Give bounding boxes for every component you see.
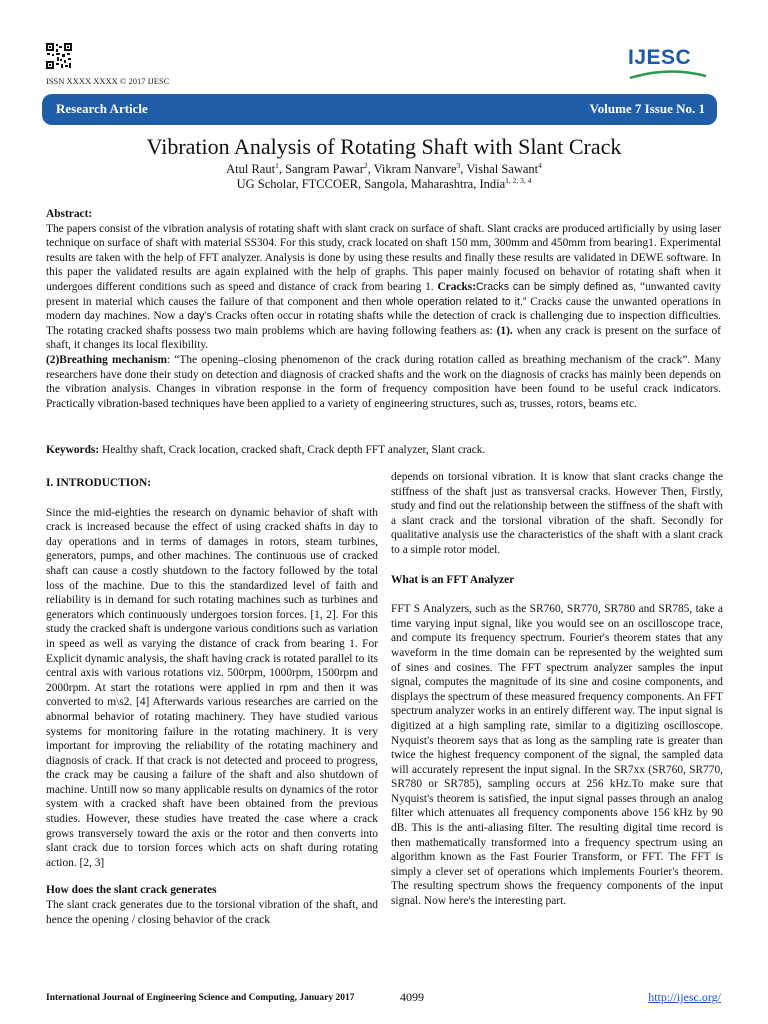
abstract-text: : “The opening–closing phenomenon of the crack during rotation called as breathing mechanism of the crack”. Many researchers have done their study on detection and diagnosis of cracked shafts and the work on the diagnosis of cracks has mainly been depends on the vibration analysis. Changes in vibration response in the form of frequency composition have been found to be useful crack indicators. Practically vibration-based techniques have been applied to a variety of engineering structures, such as, trusses, rotors, beams etc.: [46, 353, 721, 410]
author-sup: 1: [275, 161, 279, 170]
footer-journal: International Journal of Engineering Science and Computing, January 2017: [46, 993, 355, 1003]
author-name: Atul Raut: [226, 162, 276, 177]
author-sup: 3: [456, 161, 461, 170]
issn-line: ISSN XXXX XXXX © 2017 IJESC: [46, 76, 170, 86]
body-paragraph: Since the mid-eighties the research on dynamic behavior of shaft with crack is increased because the effect of using cracked shafts in day to day operations and in terms of damages in rotors, steam turbines, generators, pumps, and other machines. The continuous use of cracked shaft can cause a costly shutdown to the factory followed by the total loss of the machine. Due to this the standardized level of faith and reliability is in demand for such rotating machines such as turbines and generators which continuously undergoes torsion forces. [1, 2]. For this study the cracked shaft is undergone various conditions such as variation in speed as well as varying the distance of crack from bearing 1. For Explicit dynamic analysis, the shaft having crack is rotated parallel to its central axis with various rotations viz. 500rpm, 1000rpm, 1500rpm and 2000rpm. At start the rotations were applied in rpm and then it was converted to m\s2. [4] Afterwards various researches are carried on the abnormal behavior of rotating machinery. They have studied various systems for monitoring failure in the rotating machinery. It is very important for improving the reliability of the rotating machinery and diagnosis of crack. If that crack is not detected and proceed to progress, the crack may be causing a failure of the shaft and also shutdown of machine. Untill now so many applicable results on dynamics of the rotor system with a cracked shaft have been obtained from the previous studies. However, these studies have treated the case where a crack grows transversely toward the axis or the rotor and then converts into slant crack due to torsion forces which acts on shaft during rotating action. [2, 3]: [46, 506, 378, 869]
abstract-text: when any crack is present on the surface of shaft, it changes its local flexibility.: [46, 324, 721, 352]
item-label: (2)Breathing mechanism: [46, 353, 168, 366]
affiliation-sup: 1, 2, 3, 4: [505, 176, 532, 185]
abstract-text: Cracks cause the unwanted operations in modern day machines. Now a: [46, 295, 721, 323]
cracks-definition: Cracks can be simply defined as,: [476, 280, 637, 293]
paper-title: Vibration Analysis of Rotating Shaft with Slant Crack: [146, 134, 622, 159]
abstract-text: whole operation related to it.”: [385, 295, 527, 308]
journal-link[interactable]: http://ijesc.org/: [648, 990, 721, 1004]
author-sup: 4: [538, 161, 542, 170]
abstract-text: day’s: [187, 310, 212, 323]
logo-swoosh-icon: [628, 68, 708, 82]
article-type: Research Article: [56, 101, 148, 116]
volume-issue: Volume 7 Issue No. 1: [589, 101, 705, 116]
body-paragraph: depends on torsional vibration. It is know that slant cracks change the stiffness of the shaft just as transversal cracks. However Then, Firstly, study and find out the relationship between the stiffness of the shaft with a slant crack and the torsional vibration of the shaft. Secondly for qualitative analysis use the characteristics of the shaft with a slant crack to a simple rotor model.: [391, 471, 723, 556]
author-name: Sangram Pawar: [285, 162, 364, 177]
keywords-text: Healthy shaft, Crack location, cracked shaft, Crack depth FFT analyzer, Slant crack.: [102, 444, 486, 456]
logo-text: IJESC: [628, 46, 692, 69]
left-column: [46, 476, 378, 927]
page-number: 4099: [400, 990, 424, 1004]
item-label: (1).: [496, 324, 513, 337]
header-banner: [42, 94, 717, 125]
author-name: Vikram Nanvare: [373, 162, 457, 177]
keywords-label: Keywords:: [46, 444, 100, 456]
section-heading: I. INTRODUCTION:: [46, 477, 152, 489]
abstract-text: Cracks often occur in rotating shafts while the detection of crack is challenging due to inspection difficulties. The rotating cracked shafts possess two main problems which are having following feathers as:: [46, 310, 721, 337]
body-paragraph: The slant crack generates due to the torsional vibration of the shaft, and hence the opening / closing behavior of the crack: [46, 899, 378, 926]
subsection-heading: What is an FFT Analyzer: [391, 573, 515, 586]
qr-code-icon: [46, 43, 72, 69]
cracks-label: Cracks:: [437, 280, 477, 293]
subsection-heading: How does the slant crack generates: [46, 884, 217, 897]
affiliation-text: UG Scholar, FTCCOER, Sangola, Maharashtra, India: [236, 177, 506, 192]
right-column: [391, 470, 723, 909]
body-paragraph: FFT S Analyzers, such as the SR760, SR770, SR780 and SR785, take a time varying input signal, like you would see on an oscilloscope trace, and compute its frequency spectrum. Fourier's theorem states that any waveform in the time domain can be represented by the weighted sum of sines and cosines. The FFT spectrum analyzer samples the input signal, computes the magnitude of its sine and cosine components, and displays the spectrum of these measured frequency components. An FFT spectrum analyzer works in an entirely different way. The input signal is digitized at a high sampling rate, similar to a digitizing oscilloscope. Nyquist's theorem says that as long as the sampling rate is greater than twice the highest frequency component of the signal, the sampled data will accurately represent the input signal. In the SR7xx (SR760, SR770, SR780 or SR785), sampling occurs at 256 kHz.To make sure that Nyquist's theorem is satisfied, the input signal passes through an analog filter which attenuates all frequency components above 156 kHz by 90 dB. This is the anti-aliasing filter. The resulting digital time record is then mathematically transformed into a frequency spectrum using an algorithm known as the Fast Fourier Transform, or FFT. The FFT is simply a clever set of operations which implements Fourier's theorem. The resulting spectrum shows the frequency components of the input signal. Now here's the interesting part.: [391, 603, 723, 908]
author-sup: 2: [363, 161, 368, 170]
abstract-heading: Abstract:: [46, 208, 93, 220]
abstract-text: “unwanted cavity present in material which causes the failure of that component and then: [46, 280, 721, 308]
abstract-text: The papers consist of the vibration analysis of rotating shaft with slant crack on surface of shaft. Slant cracks are produced artificially by using laser technique on surface of shaft with material SS304. For this study, crack located on shaft 150 mm, 300mm and 450mm from bearing1. Experimental results are taken with the help of FFT analyzer. Analysis is done by using these results and finally these results are validated in DEWE software. In this paper the validated results are again explained with the help of graphs. This paper mainly focused on behavior of rotating shaft when it undergoes different conditions such as speed and distance of crack from bearing 1.: [46, 222, 721, 293]
abstract: [46, 207, 721, 411]
keywords: [46, 444, 721, 456]
author-name: Vishal Sawant: [466, 162, 539, 177]
affiliation: [0, 176, 768, 192]
journal-logo: [628, 46, 708, 82]
author-list: Atul Raut$^1$, Sangram Pawar$^2$, Vikram Nanvare$^3$, Vishal Sawant$^4$: [226, 161, 542, 177]
